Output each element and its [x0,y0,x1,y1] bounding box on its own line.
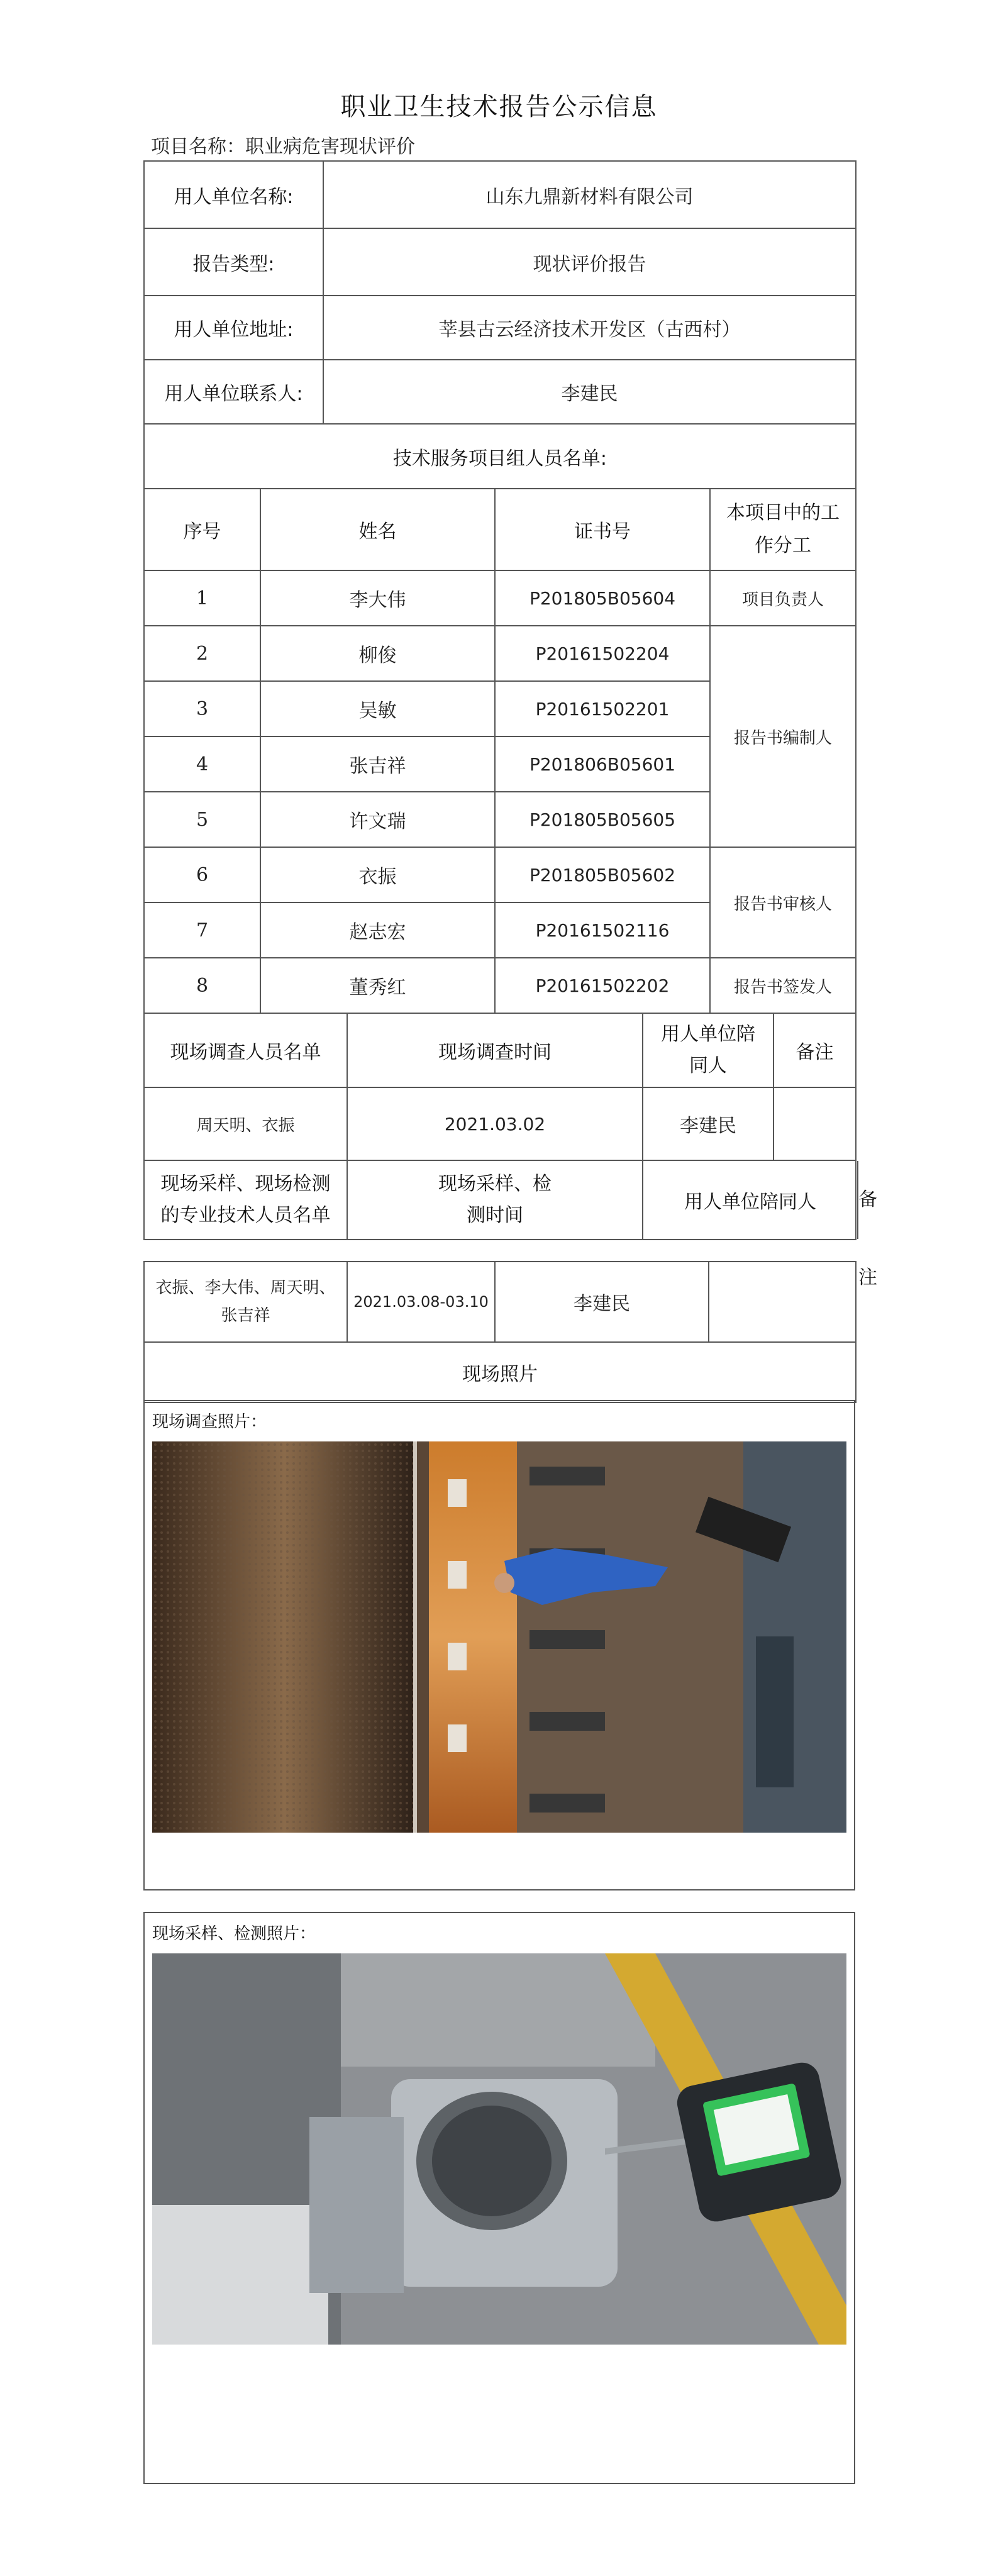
survey-escort: 李建民 [643,1087,773,1160]
row-6-no: 6 [144,847,260,902]
role-writer: 报告书编制人 [710,626,856,847]
row-8-name: 董秀红 [260,958,495,1013]
sampling-photo-label: 现场采样、检测照片： [152,1924,316,1943]
row-3-cert: P20161502201 [495,681,710,736]
row-5-name: 许文瑞 [260,792,495,847]
sampling-header-remark: 备注 [857,1161,877,1239]
row-2-no: 2 [144,626,260,681]
team-header-name: 姓名 [260,489,495,570]
sampling-time: 2021.03.08-03.10 [347,1262,495,1342]
sampling-escort: 李建民 [495,1262,709,1342]
row-1-name: 李大伟 [260,570,495,626]
sampling-photo-image [152,1953,846,2345]
row-5-no: 5 [144,792,260,847]
sampling-staff [144,1262,347,1342]
row-2-name: 柳俊 [260,626,495,681]
team-title: 技术服务项目组人员名单: [144,424,856,489]
survey-header-time: 现场调查时间 [347,1013,643,1087]
sampling-header-time [347,1160,643,1240]
sampling-staff-line2: 张吉祥 [221,1306,270,1325]
row-2-cert: P20161502204 [495,626,710,681]
survey-header-escort-line1: 用人单位陪 [661,1023,755,1045]
team-header-role-line2: 作分工 [755,535,811,557]
survey-header-escort-line2: 同人 [689,1055,727,1077]
page-title: 职业卫生技术报告公示信息 [340,92,658,121]
contact-value: 李建民 [323,360,856,424]
sampling-header-escort: 用人单位陪同人 [684,1191,816,1213]
team-header-cert: 证书号 [495,489,710,570]
row-3-name: 吴敏 [260,681,495,736]
sampling-table [143,1261,857,1403]
type-label: 报告类型: [144,228,323,296]
sampling-header-staff-line1: 现场采样、现场检测 [160,1173,331,1195]
type-value: 现状评价报告 [323,228,856,296]
sampling-header-staff [144,1160,347,1240]
role-issuer: 报告书签发人 [710,958,856,1013]
info-table [143,160,857,489]
survey-header-remark: 备注 [773,1013,856,1087]
address-label: 用人单位地址: [144,296,323,360]
row-4-name: 张吉祥 [260,736,495,792]
contact-label: 用人单位联系人: [144,360,323,424]
row-7-name: 赵志宏 [260,902,495,958]
sampling-remark [709,1262,856,1342]
unit-value: 山东九鼎新材料有限公司 [323,161,856,228]
photos-header: 现场照片 [144,1342,856,1402]
survey-photo-image [152,1441,846,1833]
row-6-name: 衣振 [260,847,495,902]
sampling-header-time-line2: 测时间 [467,1204,523,1226]
survey-header-escort [643,1013,773,1087]
sampling-staff-line1: 衣振、李大伟、周天明、 [155,1279,336,1297]
sampling-header-escort-remark [643,1160,877,1289]
survey-header-staff: 现场调查人员名单 [144,1013,347,1087]
sampling-header-time-line1: 现场采样、检 [438,1173,552,1195]
role-leader: 项目负责人 [710,570,856,626]
row-4-no: 4 [144,736,260,792]
sampling-photo [152,1953,846,2345]
survey-photo [152,1441,846,1833]
survey-remark [773,1087,856,1160]
row-4-cert: P201806B05601 [495,736,710,792]
address-value: 莘县古云经济技术开发区（古西村） [323,296,856,360]
survey-photo-label: 现场调查照片： [152,1413,267,1431]
team-table [143,488,857,1014]
survey-staff: 周天明、衣振 [144,1087,347,1160]
row-1-cert: P201805B05604 [495,570,710,626]
row-7-no: 7 [144,902,260,958]
row-5-cert: P201805B05605 [495,792,710,847]
row-8-no: 8 [144,958,260,1013]
row-3-no: 3 [144,681,260,736]
unit-label: 用人单位名称: [144,161,323,228]
row-1-no: 1 [144,570,260,626]
row-8-cert: P20161502202 [495,958,710,1013]
survey-time: 2021.03.02 [347,1087,643,1160]
row-7-cert: P20161502116 [495,902,710,958]
row-6-cert: P201805B05602 [495,847,710,902]
team-header-no: 序号 [144,489,260,570]
project-name: 项目名称：职业病危害现状评价 [151,136,415,158]
role-reviewer: 报告书审核人 [710,847,856,958]
sampling-header-staff-line2: 的专业技术人员名单 [160,1204,331,1226]
team-header-role-line1: 本项目中的工 [726,502,840,524]
team-header-role [710,489,856,570]
